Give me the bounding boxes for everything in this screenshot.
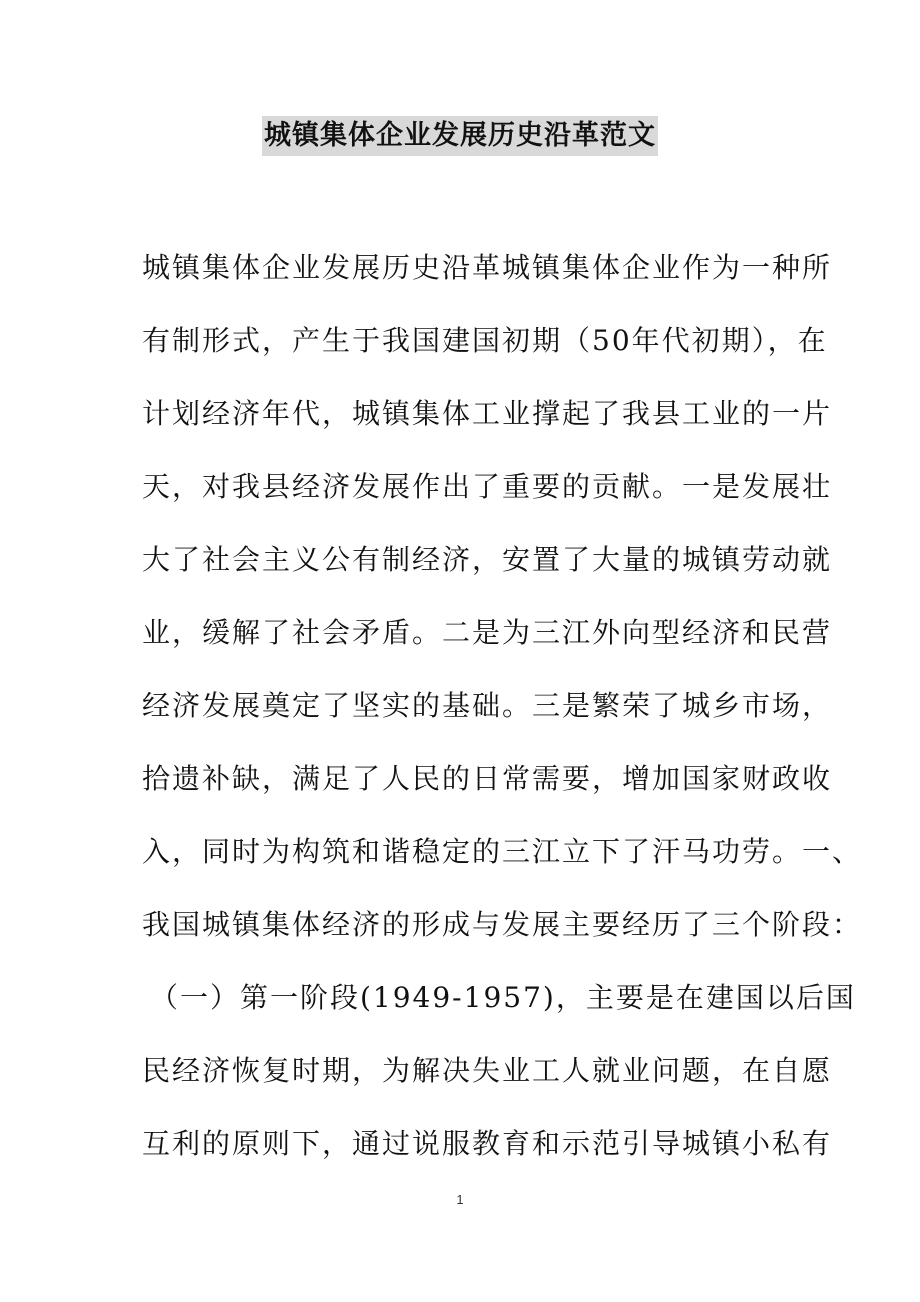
- body-line-7: 经济发展奠定了坚实的基础。三是繁荣了城乡市场，: [142, 689, 833, 722]
- body-line-6: 业，缓解了社会矛盾。二是为三江外向型经济和民营: [142, 616, 833, 649]
- document-title-text: 城镇集体企业发展历史沿革范文: [262, 116, 658, 156]
- body-line-11: （一）第一阶段(1949-1957)，主要是在建国以后国: [150, 981, 856, 1014]
- body-line-5: 大了社会主义公有制经济，安置了大量的城镇劳动就: [142, 543, 833, 576]
- body-line-9: 入，同时为构筑和谐稳定的三江立下了汗马功劳。一、: [142, 835, 863, 868]
- body-line-8: 拾遗补缺，满足了人民的日常需要，增加国家财政收: [142, 762, 833, 795]
- body-line-4: 天，对我县经济发展作出了重要的贡献。一是发展壮: [142, 470, 833, 503]
- document-title: [0, 114, 920, 156]
- body-line-1: 城镇集体企业发展历史沿革城镇集体企业作为一种所: [142, 251, 833, 284]
- body-line-2: 有制形式，产生于我国建国初期（50年代初期），在: [142, 324, 828, 357]
- page-number: 1: [456, 1192, 464, 1207]
- body-line-3: 计划经济年代，城镇集体工业撑起了我县工业的一片: [142, 397, 833, 430]
- body-line-12: 民经济恢复时期，为解决失业工人就业问题，在自愿: [142, 1054, 833, 1087]
- body-line-10: 我国城镇集体经济的形成与发展主要经历了三个阶段：: [142, 908, 863, 941]
- body-line-13: 互利的原则下，通过说服教育和示范引导城镇小私有: [142, 1127, 833, 1160]
- document-body: [142, 250, 863, 1199]
